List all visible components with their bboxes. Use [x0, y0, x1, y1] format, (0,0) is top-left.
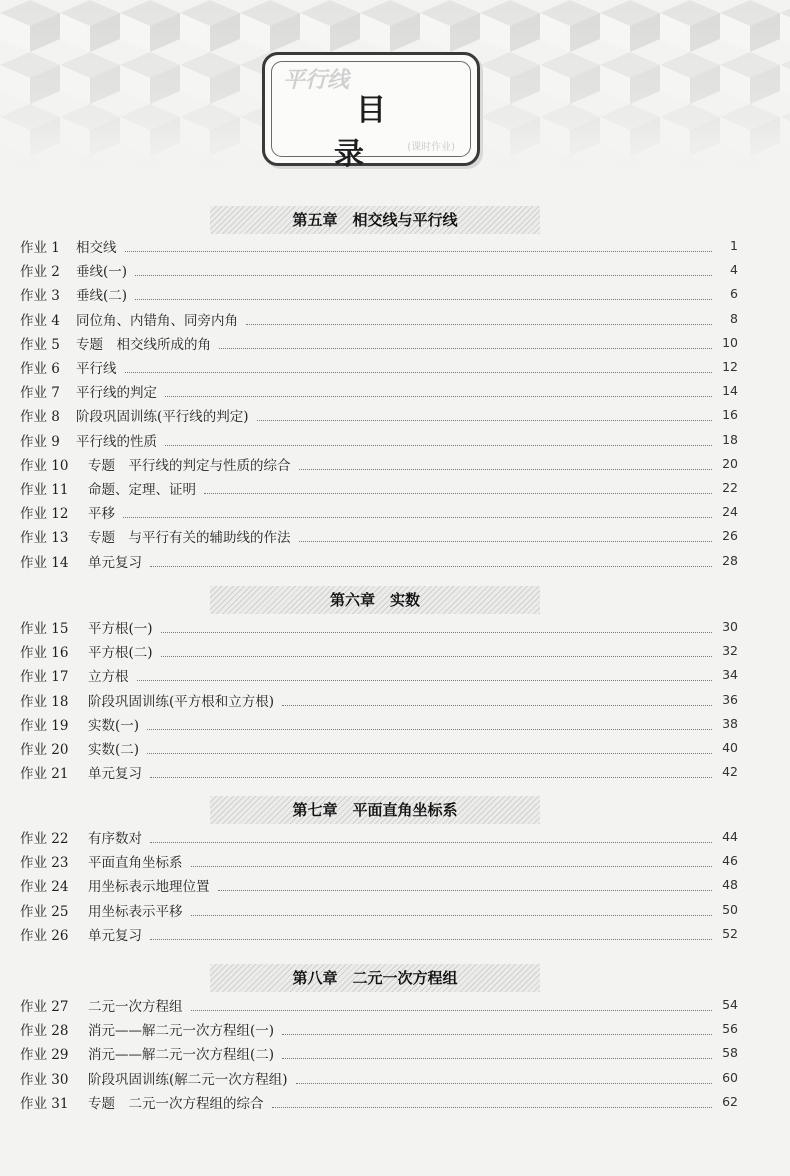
entry-page-number: 22: [722, 480, 738, 495]
toc-entry[interactable]: [20, 333, 738, 357]
entry-number: 作业 16: [20, 645, 69, 662]
entry-title: 用坐标表示地理位置: [88, 879, 210, 896]
entry-number: 作业 3: [20, 288, 60, 305]
title-watermark-small: (课时作业): [407, 142, 455, 153]
dot-leader: [191, 866, 712, 867]
entry-title: 垂线(二): [76, 288, 128, 305]
entry-title: 立方根: [88, 669, 129, 686]
toc-entry[interactable]: [20, 309, 738, 333]
entry-page-number: 40: [722, 740, 738, 755]
dot-leader: [272, 1107, 712, 1108]
dot-leader: [125, 372, 712, 373]
dot-leader: [150, 566, 712, 567]
entry-number: 作业 7: [20, 385, 60, 402]
toc-entry[interactable]: [20, 381, 738, 405]
entry-number: 作业 29: [20, 1047, 69, 1064]
entry-title: 平行线的性质: [76, 433, 157, 450]
entry-number: 作业 11: [20, 482, 69, 498]
dot-leader: [125, 251, 712, 252]
entry-title: 相交线: [76, 240, 117, 256]
dot-leader: [161, 656, 712, 657]
entry-number: 作业 8: [20, 409, 60, 426]
entry-page-number: 24: [722, 504, 738, 520]
entry-page-number: 54: [722, 997, 738, 1012]
toc-entry[interactable]: [20, 827, 738, 851]
entry-page-number: 26: [722, 528, 738, 544]
dot-leader: [137, 680, 712, 681]
entry-number: 作业 28: [20, 1023, 69, 1040]
entry-number: 作业 30: [20, 1071, 69, 1088]
dot-leader: [299, 541, 712, 542]
entry-page-number: 28: [722, 552, 738, 568]
toc-entry[interactable]: [20, 738, 738, 762]
dot-leader: [282, 1058, 712, 1059]
entry-number: 作业 19: [20, 717, 69, 734]
entry-page-number: 42: [722, 764, 738, 780]
entry-title: 消元——解二元一次方程组(二): [88, 1047, 275, 1064]
toc-entry[interactable]: [20, 454, 738, 478]
entry-number: 作业 20: [20, 742, 69, 758]
toc-entry[interactable]: [20, 1068, 738, 1092]
toc-entry[interactable]: [20, 430, 738, 454]
entry-number: 作业 6: [20, 361, 60, 377]
dot-leader: [282, 1034, 712, 1035]
dot-leader: [191, 1010, 712, 1011]
entry-page-number: 48: [722, 877, 738, 893]
entry-page-number: 12: [722, 359, 738, 374]
entry-title: 阶段巩固训练(解二元一次方程组): [88, 1071, 288, 1088]
entry-number: 作业 12: [20, 506, 69, 523]
entry-title: 消元——解二元一次方程组(一): [88, 1023, 275, 1040]
entry-number: 作业 5: [20, 336, 60, 353]
toc-entry[interactable]: [20, 1092, 738, 1116]
entry-title: 专题 平行线的判定与性质的综合: [88, 457, 291, 474]
entry-number: 作业 1: [20, 240, 60, 256]
entry-title: 专题 与平行有关的辅助线的作法: [88, 530, 291, 547]
entry-page-number: 20: [722, 455, 738, 471]
entry-number: 作业 2: [20, 264, 60, 281]
entry-number: 作业 18: [20, 693, 69, 710]
entry-title: 单元复习: [88, 927, 142, 944]
entry-title: 专题 相交线所成的角: [76, 336, 211, 353]
entry-title: 用坐标表示平移: [88, 903, 183, 920]
entry-number: 作业 15: [20, 621, 69, 637]
toc-entry[interactable]: [20, 762, 738, 786]
entry-title: 平方根(二): [88, 645, 153, 662]
entry-page-number: 46: [722, 853, 738, 869]
toc-entry[interactable]: [20, 551, 738, 575]
toc-entry[interactable]: [20, 478, 738, 502]
page-title: 目 录: [334, 93, 430, 172]
entry-title: 同位角、内错角、同旁内角: [76, 312, 238, 329]
toc-entry[interactable]: [20, 665, 738, 689]
dot-leader: [150, 777, 712, 778]
entry-title: 实数(一): [88, 717, 140, 734]
entry-title: 二元一次方程组: [88, 999, 183, 1015]
toc-entry[interactable]: [20, 357, 738, 381]
toc-entry[interactable]: [20, 236, 738, 260]
dot-leader: [204, 493, 712, 494]
entry-page-number: 44: [722, 829, 738, 844]
entry-title: 实数(二): [88, 742, 140, 758]
entry-title: 有序数对: [88, 831, 142, 847]
toc-entry[interactable]: [20, 690, 738, 714]
entry-number: 作业 4: [20, 312, 60, 329]
entry-page-number: 36: [722, 691, 738, 707]
toc-entry[interactable]: [20, 1043, 738, 1067]
toc-entry[interactable]: [20, 260, 738, 284]
entry-page-number: 34: [722, 667, 738, 683]
toc-entry[interactable]: [20, 502, 738, 526]
entry-number: 作业 23: [20, 855, 69, 872]
entry-number: 作业 17: [20, 669, 69, 686]
entry-page-number: 18: [722, 431, 738, 447]
entry-title: 阶段巩固训练(平行线的判定): [76, 409, 249, 426]
entry-title: 单元复习: [88, 766, 142, 783]
dot-leader: [191, 915, 712, 916]
entry-title: 平行线的判定: [76, 385, 157, 402]
entry-page-number: 58: [722, 1045, 738, 1061]
entry-number: 作业 10: [20, 457, 69, 474]
entry-number: 作业 24: [20, 879, 69, 896]
dot-leader: [257, 420, 712, 421]
entry-title: 平行线: [76, 361, 117, 377]
entry-number: 作业 26: [20, 927, 69, 944]
dot-leader: [150, 842, 712, 843]
toc-entry[interactable]: [20, 617, 738, 641]
entry-page-number: 62: [722, 1093, 738, 1109]
entry-page-number: 1: [730, 238, 738, 253]
entry-page-number: 14: [722, 383, 738, 399]
dot-leader: [299, 469, 712, 470]
dot-leader: [147, 729, 712, 730]
entry-page-number: 52: [722, 925, 738, 941]
chapter-heading: 第七章 平面直角坐标系: [210, 796, 540, 824]
entry-number: 作业 13: [20, 530, 69, 547]
dot-leader: [246, 324, 712, 325]
entry-page-number: 50: [722, 901, 738, 917]
entry-number: 作业 14: [20, 554, 69, 571]
entry-title: 单元复习: [88, 554, 142, 571]
toc-entry[interactable]: [20, 284, 738, 308]
toc-entry[interactable]: [20, 526, 738, 550]
entry-number: 作业 31: [20, 1095, 69, 1112]
entry-number: 作业 22: [20, 831, 69, 847]
toc-entry[interactable]: [20, 714, 738, 738]
dot-leader: [161, 632, 712, 633]
dot-leader: [218, 890, 712, 891]
entry-title: 平面直角坐标系: [88, 855, 183, 872]
dot-leader: [296, 1083, 712, 1084]
dot-leader: [123, 517, 712, 518]
title-watermark: 平行线: [283, 68, 350, 93]
entry-title: 命题、定理、证明: [88, 482, 196, 498]
toc-entry[interactable]: [20, 405, 738, 429]
dot-leader: [135, 299, 712, 300]
entry-title: 垂线(一): [76, 264, 128, 281]
toc-entry[interactable]: [20, 641, 738, 665]
toc-entry[interactable]: [20, 875, 738, 899]
entry-number: 作业 21: [20, 766, 69, 783]
entry-title: 阶段巩固训练(平方根和立方根): [88, 693, 275, 710]
entry-page-number: 32: [722, 643, 738, 659]
chapter-heading: 第八章 二元一次方程组: [210, 964, 540, 992]
dot-leader: [150, 939, 712, 940]
entry-title: 平方根(一): [88, 621, 153, 637]
toc-entry[interactable]: [20, 851, 738, 875]
chapter-heading: 第五章 相交线与平行线: [210, 206, 540, 234]
dot-leader: [219, 348, 712, 349]
toc-entry[interactable]: [20, 995, 738, 1019]
chapter-heading: 第六章 实数: [210, 586, 540, 614]
title-frame: [262, 52, 480, 172]
dot-leader: [165, 445, 712, 446]
entry-number: 作业 25: [20, 903, 69, 920]
toc-entry[interactable]: [20, 900, 738, 924]
entry-title: 专题 二元一次方程组的综合: [88, 1095, 264, 1112]
dot-leader: [282, 705, 712, 706]
entry-page-number: 38: [722, 715, 738, 731]
entry-number: 作业 9: [20, 433, 60, 450]
entry-page-number: 16: [722, 407, 738, 423]
entry-number: 作业 27: [20, 999, 69, 1015]
entry-page-number: 6: [730, 286, 738, 302]
entry-page-number: 8: [730, 310, 738, 326]
dot-leader: [165, 396, 712, 397]
entry-page-number: 60: [722, 1069, 738, 1085]
entry-page-number: 30: [722, 619, 738, 634]
entry-page-number: 4: [730, 262, 738, 278]
entry-title: 平移: [88, 506, 115, 523]
dot-leader: [135, 275, 712, 276]
entry-page-number: 10: [722, 334, 738, 350]
entry-page-number: 56: [722, 1021, 738, 1037]
dot-leader: [147, 753, 712, 754]
toc-entry[interactable]: [20, 924, 738, 948]
toc-entry[interactable]: [20, 1019, 738, 1043]
